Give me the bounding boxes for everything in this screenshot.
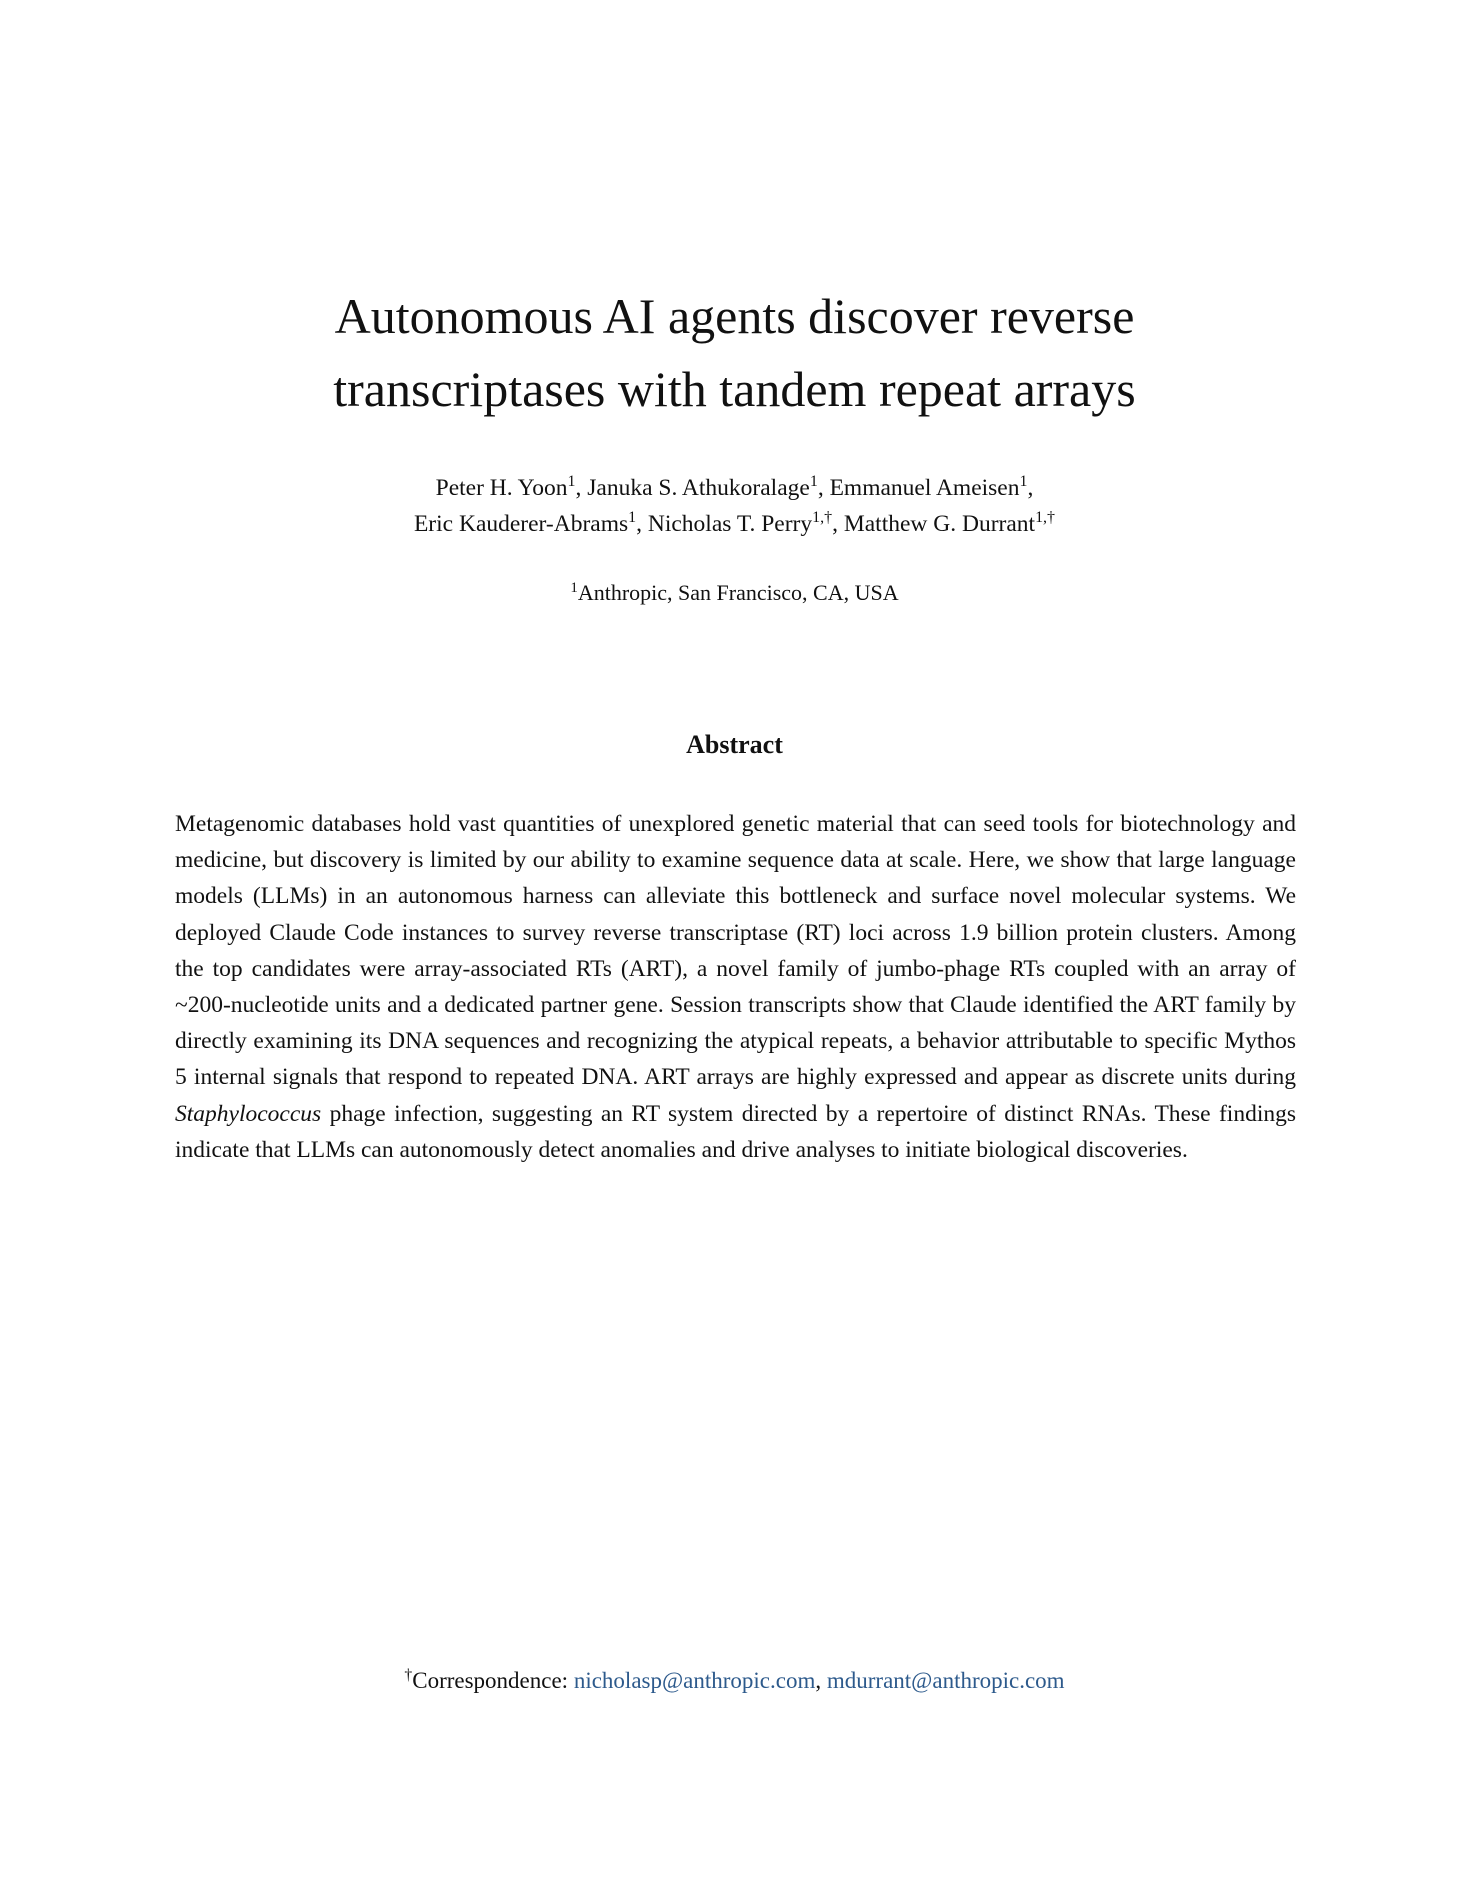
author-affiliation-mark: 1 xyxy=(628,509,637,527)
affiliation xyxy=(0,578,1469,608)
dagger-mark: † xyxy=(404,1666,413,1684)
abstract-text-part-1: Metagenomic databases hold vast quantities of unexplored genetic material that can seed tools for biotechnology and medicine, but discovery is limited by our ability to examine sequence data at scale. Here, we show that large language models (LLMs) in an autonomous harness can alleviate this bottleneck and surface novel molecular systems. We deployed Claude Code instances to survey reverse transcriptase (RT) loci across 1.9 billion protein clusters. Among the top candidates were array-associated RTs (ART), a novel family of jumbo-phage RTs coupled with an array of ~200-nucleotide units and a dedicated partner gene. Session transcripts show that Claude identified the ART family by directly examining its DNA sequences and recognizing the atypical repeats, a behavior attributable to specific Mythos 5 internal signals that respond to repeated DNA. ART arrays are highly expressed and appear as discrete units during xyxy=(175,811,1296,1091)
author-affiliation-mark: 1 xyxy=(567,473,576,491)
affiliation-text: Anthropic, San Francisco, CA, USA xyxy=(577,580,899,605)
author-affiliation-mark: 1 xyxy=(1019,473,1028,491)
title-line-1: Autonomous AI agents discover reverse xyxy=(334,288,1135,344)
email-separator: , xyxy=(815,1668,827,1693)
correspondence-footnote xyxy=(0,1668,1469,1694)
abstract-text xyxy=(175,806,1296,1168)
email-link-durrant[interactable]: mdurrant@anthropic.com xyxy=(826,1668,1065,1693)
abstract-text-part-2: phage infection, suggesting an RT system directed by a repertoire of distinct RNAs. These findings indicate that LLMs can autonomously detect anomalies and drive analyses to initiate biological discoveries. xyxy=(175,1100,1296,1163)
author-name: Emmanuel Ameisen xyxy=(829,475,1020,501)
author-name: Matthew G. Durrant xyxy=(843,511,1036,537)
author-affiliation-mark: 1,† xyxy=(1035,509,1056,527)
title-line-2: transcriptases with tandem repeat arrays xyxy=(333,361,1136,417)
correspondence-label: Correspondence: xyxy=(412,1668,574,1693)
affiliation-mark: 1 xyxy=(570,579,578,596)
author-name: Nicholas T. Perry xyxy=(647,511,813,537)
author-name: Januka S. Athukoralage xyxy=(587,475,810,501)
email-link-perry[interactable]: nicholasp@anthropic.com xyxy=(573,1668,816,1693)
abstract-italic-term: Staphylococcus xyxy=(175,1100,322,1127)
author-name: Peter H. Yoon xyxy=(435,475,568,501)
author-affiliation-mark: 1,† xyxy=(812,509,833,527)
paper-title xyxy=(0,280,1469,426)
author-name: Eric Kauderer-Abrams xyxy=(413,511,629,537)
abstract-heading: Abstract xyxy=(686,730,783,759)
author-list: Peter H. Yoon$^1$, Januka S. Athukoralage$^1$, Emmanuel Ameisen$^1$, Eric Kauderer-Abrams$^1$, Nicholas T. Perry$^{1,\dagger}$, Matthew G. Durrant$^{1,\dagger}$ xyxy=(413,473,1056,537)
author-affiliation-mark: 1 xyxy=(809,473,818,491)
